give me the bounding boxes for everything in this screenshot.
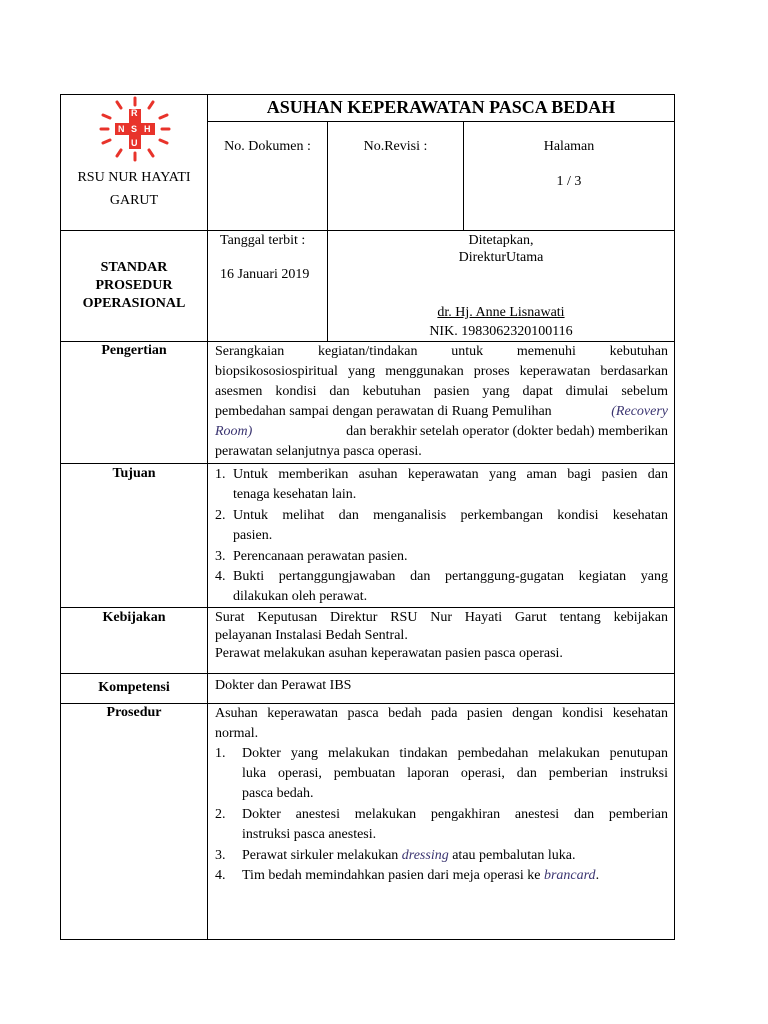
list-item-text-part: Perawat sirkuler melakukan: [242, 848, 402, 863]
list-item-text: Untuk melihat dan menganalisis perkembangan kondisi kesehatan: [233, 508, 668, 523]
tujuan-label: Tujuan: [112, 466, 156, 481]
list-item-text: Perencanaan perawatan pasien.: [233, 549, 408, 564]
prosedur-intro: Asuhan keperawatan pasca bedah pada pasien dengan kondisi kesehatan: [215, 706, 668, 721]
list-item-text: Untuk memberikan asuhan keperawatan yang aman bagi pasien dan: [233, 467, 668, 482]
hospital-name-line2: GARUT: [109, 193, 159, 208]
hospital-name-line1: RSU NUR HAYATI: [77, 170, 191, 185]
pengertian-text: [215, 342, 668, 462]
list-number: 3.: [215, 848, 226, 863]
list-item-text: dilakukan oleh perawat.: [233, 589, 368, 604]
prosedur-item: [215, 744, 668, 805]
pengertian-line: asesmen kondisi dan kebutuhan pasien yang dapat dimulai sebelum: [215, 384, 668, 399]
list-item-text: luka operasi, pembuatan laporan operasi, dan pemberian instruksi: [242, 766, 668, 781]
prosedur-item: [215, 805, 668, 846]
list-number: 3.: [215, 549, 226, 564]
pengertian-line: pembedahan sampai dengan perawatan di Ruang Pemulihan: [215, 404, 552, 419]
kebijakan-line: Surat Keputusan Direktur RSU Nur Hayati Garut tentang kebijakan: [215, 610, 668, 625]
list-item-text: instruksi pasca anestesi.: [242, 827, 377, 842]
list-number: 1.: [215, 746, 226, 761]
list-number: 2.: [215, 508, 226, 523]
list-item-text: pasca bedah.: [242, 786, 314, 801]
sop-label-line2: PROSEDUR: [95, 278, 173, 293]
pengertian-line: perawatan selanjutnya pasca operasi.: [215, 444, 422, 459]
signer-name: dr. Hj. Anne Lisnawati: [437, 305, 565, 320]
pengertian-label: Pengertian: [101, 343, 167, 358]
sop-label-line3: OPERASIONAL: [82, 296, 186, 311]
list-item-text-part: atau pembalutan luka.: [448, 848, 576, 863]
list-item-italic: dressing: [401, 848, 449, 863]
kebijakan-line: Perawat melakukan asuhan keperawatan pasien pasca operasi.: [215, 646, 563, 661]
list-number: 2.: [215, 807, 226, 822]
kompetensi-label: Kompetensi: [98, 680, 170, 695]
tujuan-item: [215, 506, 668, 547]
list-item-text: Bukti pertanggungjawaban dan pertanggung-gugatan kegiatan yang: [233, 569, 668, 584]
list-item-text: [242, 846, 575, 866]
list-item-text: tenaga kesehatan lain.: [233, 487, 357, 502]
list-number: 1.: [215, 467, 226, 482]
pengertian-line: biopsikososiospiritual yang menggunakan proses keperawatan berdasarkan: [215, 364, 668, 379]
tujuan-list: [215, 465, 668, 608]
list-item-text: Dokter anestesi melakukan pengakhiran anestesi dan pemberian: [242, 807, 668, 822]
tujuan-item: [215, 465, 668, 506]
logo-letter-s: S: [131, 124, 138, 134]
document-title: ASUHAN KEPERAWATAN PASCA BEDAH: [266, 97, 616, 117]
list-item-text: pasien.: [233, 528, 273, 543]
halaman-label: Halaman: [543, 139, 595, 154]
logo-letter-r: R: [131, 108, 138, 118]
pengertian-italic-room: Room): [215, 424, 253, 439]
list-item-text: Dokter yang melakukan tindakan pembedahan melakukan penutupan: [242, 746, 668, 761]
logo-letter-h: H: [144, 124, 151, 134]
tanggal-terbit-label: Tanggal terbit :: [220, 233, 306, 248]
kebijakan-label: Kebijakan: [102, 610, 166, 625]
prosedur-label: Prosedur: [106, 705, 162, 720]
list-item-text: [242, 866, 599, 886]
sop-label-line1: STANDAR: [100, 260, 168, 275]
list-item-text-part: Tim bedah memindahkan pasien dari meja operasi ke: [242, 868, 544, 883]
logo-letter-n: N: [118, 124, 125, 134]
pengertian-line: dan berakhir setelah operator (dokter bedah) memberikan: [346, 424, 668, 439]
pengertian-line: Serangkaian kegiatan/tindakan untuk memenuhi kebutuhan: [215, 344, 668, 359]
direktur-label: DirekturUtama: [458, 250, 544, 265]
list-number: 4.: [215, 569, 226, 584]
prosedur-item: [215, 846, 668, 866]
prosedur-content: [215, 704, 668, 886]
pengertian-italic-recovery: (Recovery: [611, 404, 668, 419]
tujuan-item: [215, 567, 668, 608]
halaman-value: 1 / 3: [556, 174, 582, 189]
logo-letter-u: U: [131, 138, 138, 148]
signer-nik: NIK. 1983062320100116: [429, 324, 573, 339]
list-item-text-part: .: [595, 868, 600, 883]
tujuan-item: [215, 547, 668, 567]
list-number: 4.: [215, 868, 226, 883]
kompetensi-text: Dokter dan Perawat IBS: [215, 678, 352, 693]
no-dokumen-label: No. Dokumen :: [224, 139, 311, 154]
no-revisi-label: No.Revisi :: [363, 139, 428, 154]
tanggal-terbit-value: 16 Januari 2019: [220, 267, 310, 282]
prosedur-intro: normal.: [215, 726, 259, 741]
hospital-logo: [98, 96, 172, 162]
prosedur-item: [215, 866, 668, 886]
list-item-italic: brancard: [543, 868, 596, 883]
kebijakan-line: pelayanan Instalasi Bedah Sentral.: [215, 628, 408, 643]
ditetapkan-label: Ditetapkan,: [468, 233, 534, 248]
